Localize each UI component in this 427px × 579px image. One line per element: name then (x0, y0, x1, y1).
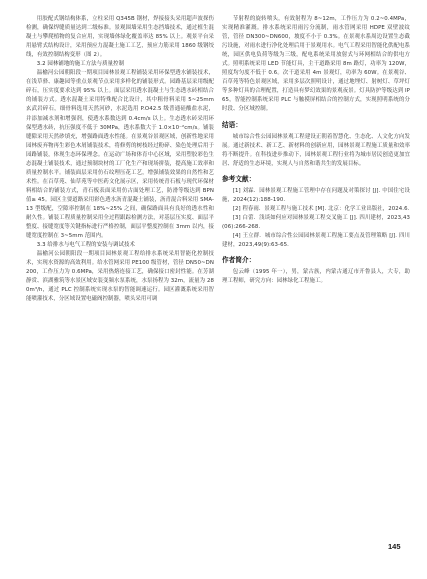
author-bio: 包云峰（1995 年一），男，蒙古族，内蒙古通辽市开鲁县人，大专，助理工程师，研究方向：园林绿化工程施工。 (222, 269, 410, 285)
references-heading: 参考文献： (222, 174, 256, 183)
conclusion-paragraph: 城市综合性公园园林景观工程建设正朝着智慧化、生态化、人文化方向发展。通过新技术、新工艺、新材料的创新应用，园林景观工程施工质量和效率将不断提升。在科技进步推动下，园林景观工程行业将为城市居民创造更加宜居、舒适的生态环境，实现人与自然和谐共生的发展目标。 (222, 133, 410, 167)
reference-item: [2] 程春雨．景观工程与施工技术 [M]. 北京：化学工业出版社，2024.6. (232, 205, 410, 212)
conclusion-heading: 结语： (222, 120, 243, 129)
author-heading: 作者简介： (222, 256, 256, 265)
body-paragraph: 温榆河公园朝阳段一期项目园林景观工程铺装采用环保型透水铺装技术，在浅草驿、康趣园等重点景观节点采用多样化的铺装形式。园路基层采用级配碎石，压实度要求达到 95% 以上。面层采用透水混凝土与生态透水砖相结合的铺装方式。透水混凝土采用特殊配合比设计，其中粗骨料采用 5~25mm 玄武岩碎石，细骨料选用天然河砂，水泥选用 P.O42.5 级普通硅酸盐水泥，并添加减水剂和增强剂，使透水系数达到 0.4cm/s 以上。生态透水砖采用环保型透水砖，抗压强度不低于 30MPa，透水系数大于 1.0×10⁻²cm/s。铺装缝隙采用天然砂填充，增强路面透水性能。在景观谷景观区域，创新性地采用园林废弃物再生彩色木屑铺装技术，将修剪的树枝经过粉碎、染色处理后用于园路铺装，体现生态环保理念。在运动广场和体育中心区域，采用塑胶彩色生态混凝土铺装技术，通过预制块材的工厂化生产和现场拼装，提高施工效率和质量控制水平。铺装面层采用仿石纹理压花工艺，增强铺装效果的自然性和艺术性。在百草苑、仙草苑等中医药文化展示区，采用传统青石板与现代环保材料相结合的铺装方式，青石板表面采用仿古面处理工艺，防滑等级达到 BPN 值≥ 45。园区主要道路采用彩色透水沥青混凝土铺装，沥青混合料采用 SMA-13 型级配，空隙率控制在 18%~25% 之间，确保路面具有良好的透水性和耐久性。铺装工程质量控制采用全过程跟踪检测方法，对基层压实度、面层平整度、接缝宽度等关键指标进行严格控制，面层平整度控制在 3mm 以内，接缝宽度控制在 3~5mm 范围内。 (26, 70, 214, 240)
page-number: 145 (388, 542, 401, 551)
body-paragraph: 用胶配式钢结构体系，立柱采用 Q345B 钢材，焊接接头采用超声波探伤检测，确保焊缝质量达到二级标准。景观围墙采用生态挡墙技术，通过植生混凝土与攀爬植物的复合应用，实现墙体绿化覆盖率达 85% 以上。观景平台采用悬臂式结构设计，采用预应力混凝土施工工艺，预应力筋采用 1860 级钢绞线，有效控制结构变形（图 2）。 (26, 16, 214, 59)
reference-item: [1] 刘霖．园林景观工程施工管理中存在问题及对策探讨 [J]. 中国住宅设施，2024(12):188-190. (222, 187, 410, 203)
left-column (26, 15, 214, 305)
reference-item: [3] 白蕾．浅谈如何应对园林景观工程交叉施工 [J]. 四川建材，2023,43(06):266-268. (222, 214, 410, 230)
section-heading-3-3: 3.3 给排水与电气工程的安装与调试技术 (36, 242, 135, 249)
body-paragraph: 温榆河公园朝阳段一期项目园林景观工程给排水系统采用智能化控制技术，实现水资源的高效利用。给水管网采用 PE100 级管材，管径 DN50~DN200，工作压力为 0.6MPa，采用热熔连接工艺，确保接口密封性能。在芳湖静赏、滨湖雅筑等水景区域安装变频水泵系统，水泵扬程为 32m，流量为 280m³/h，通过 PLC 控制系统实现水泵的智能调速运行。园区灌溉系统采用智能喷灌技术，分区域设置电磁阀控制器，喷头采用可调 (26, 251, 214, 303)
right-column (222, 15, 410, 286)
body-paragraph: 节射程的旋转喷头，有效射程为 8~12m，工作压力为 0.2~0.4MPa，实现精准灌溉。排水系统采用雨污分流制，雨水管网采用 HDPE 双壁波纹管，管径 DN300~DN600，坡度不小于 0.3%。在景观水系周边设置生态截污设施，对雨水进行净化处理后用于景观用水。电气工程采用智能化供配电系统，园区供电负荷等级为三级，配电系统采用放射式与环网相结合的供电方式。照明系统采用 LED 节能灯具，主干道路采用 8m 路灯，功率为 120W，照度均匀度不低于 0.6。次干道采用 4m 景观灯，功率为 60W。在景观谷、百草苑等特色景观区域，采用多层次照明设计，通过地埋灯、射树灯、草坪灯等多种灯具的合理配置，打造具有梦幻效果的景观夜景。灯具防护等级达到 IP65，智能控制系统采用 PLC 与触摸屏相结合的控制方式，实现照明系统的分时段、分区域控制。 (222, 16, 410, 113)
reference-item: [4] 王立群．城市综合性公园园林景观工程施工要点及管理策略 [J]. 四川建材，2023,49(9):63-65. (222, 232, 410, 248)
section-heading-3-2: 3.2 园林铺地的施工方法与质量控制 (36, 61, 124, 68)
